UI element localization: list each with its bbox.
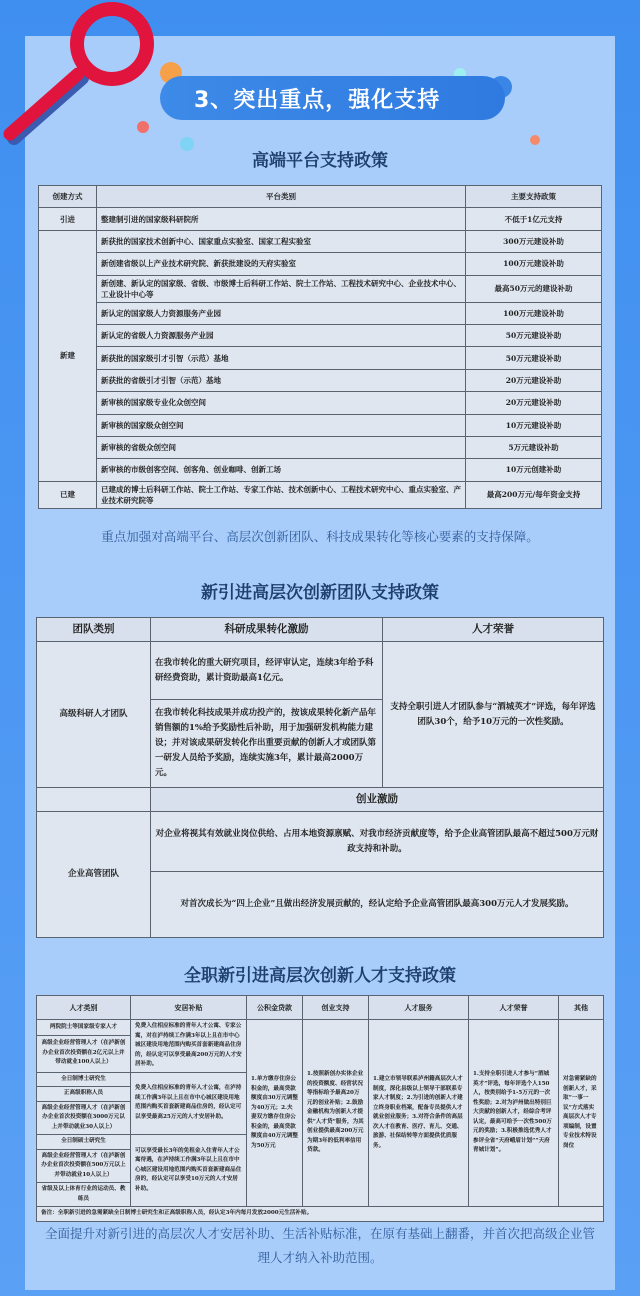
- platform-cell: 整建制引进的国家级科研院所: [97, 208, 466, 230]
- category-cell: 全日制硕士研究生: [37, 1135, 131, 1150]
- policy-cell: 10万元建设补助: [466, 414, 602, 436]
- table-row: [39, 369, 602, 391]
- table-row: [39, 392, 602, 414]
- platform-cell: 新审核的国家级专业化众创空间: [97, 392, 466, 414]
- header-cell: 创业支持: [303, 996, 369, 1020]
- platform-cell: 新认定的省级人力资源服务产业园: [97, 324, 466, 346]
- header-cell: 人才荣誉: [383, 618, 604, 642]
- table-row: [37, 1020, 604, 1036]
- header-cell: 安居补贴: [131, 996, 247, 1020]
- decor-dot: [137, 121, 149, 133]
- incentive-cell: 对首次成长为“四上企业”且做出经济发展贡献的，经认定给予企业高管团队最高300万元人才发展奖励。: [151, 872, 604, 938]
- platform-cell: 新创建省级以上产业技术研究院、新获批建设的天府实验室: [97, 253, 466, 275]
- type-cell: 引进: [39, 208, 97, 230]
- policy-cell: 20万元建设补助: [466, 392, 602, 414]
- header-cell: 平台类别: [97, 186, 466, 208]
- policy-cell: 50万元建设补助: [466, 324, 602, 346]
- table-row: [39, 324, 602, 346]
- incentive-cell: 在我市转化科技成果并成功投产的，按该成果转化新产品年销售额的1%给予奖励性后补助，用于加强研发机构能力建设；并对该成果研发转化作出重要贡献的创新人才或团队第一研发人员给予奖励，连续实施3年，累计最高2000万元。: [151, 700, 383, 788]
- header-cell: 人才荣誉: [469, 996, 559, 1020]
- section-title: 全职新引进高层次创新人才支持政策: [184, 966, 456, 986]
- policy-cell: 300万元建设补助: [466, 230, 602, 252]
- section-banner: 3、突出重点，强化支持: [160, 76, 505, 120]
- category-cell: 高级企业经营管理人才（在泸新创办企业首次投资额在500万元以上并带动就业10人以上）: [37, 1149, 131, 1183]
- caption: 重点加强对高端平台、高层次创新团队、科技成果转化等核心要素的支持保障。: [101, 529, 539, 544]
- caption: 全面提升对新引进的高层次人才安居补助、生活补贴标准，在原有基础上翻番，并首次把高级企业管理人才纳入补助范围。: [44, 1226, 595, 1265]
- policy-cell: 5万元建设补助: [466, 436, 602, 458]
- table-row: [39, 347, 602, 369]
- platform-cell: 新认定的国家级人力资源服务产业园: [97, 302, 466, 324]
- header-cell: 主要支持政策: [466, 186, 602, 208]
- category-cell: 正高级职称人员: [37, 1087, 131, 1102]
- fund-cell: 1.单方缴存住房公积金的，最高贷款额度由30万元调整为40万元；2.夫妻双方缴存住房公积金的，最高贷款额度由40万元调整为50万元: [247, 1020, 303, 1207]
- policy-cell: 20万元建设补助: [466, 369, 602, 391]
- table-row: [39, 302, 602, 324]
- category-cell: 省级及以上体育行业的运动员、教练员: [37, 1183, 131, 1207]
- header-cell: 公积金贷款: [247, 996, 303, 1020]
- team-label: 高级科研人才团队: [37, 642, 151, 788]
- startup-header: 创业激励: [151, 788, 604, 812]
- incentive-cell: 在我市转化的重大研究项目，经评审认定，连续3年给予科研经费资助，累计资助最高1亿元。: [151, 642, 383, 700]
- platform-cell: 新审核的省级众创空间: [97, 436, 466, 458]
- table-row: [39, 436, 602, 458]
- table-row: [39, 275, 602, 302]
- category-cell: 高级企业经营管理人才（在泸新创办企业首次投资额在2亿元以上并带动就业100人以上）: [37, 1035, 131, 1072]
- team-label: 企业高管团队: [37, 812, 151, 938]
- table-row: [39, 459, 602, 481]
- table-row: [39, 414, 602, 436]
- platform-policy-table: [38, 185, 602, 509]
- housing-cell: 可以享受最长3年的免租金入住青年人才公寓待遇，在泸持续工作满3年以上且在市中心城区建设用地范围内购买首套新建商品住房的，经认定可以享受10万元的人才安居补助。: [131, 1135, 247, 1207]
- header-cell: 科研成果转化激励: [151, 618, 383, 642]
- header-cell: 人才服务: [369, 996, 469, 1020]
- platform-cell: 新审核的国家级众创空间: [97, 414, 466, 436]
- section-title: 新引进高层次创新团队支持政策: [201, 583, 439, 603]
- type-cell: 已建: [39, 481, 97, 508]
- category-cell: 全日制博士研究生: [37, 1072, 131, 1087]
- category-cell: 两院院士等国家级专家人才: [37, 1020, 131, 1036]
- section-title: 高端平台支持政策: [252, 151, 388, 171]
- honor-cell: 支持全职引进人才团队参与“酒城英才”评选，每年评选团队30个，给予10万元的一次性奖励。: [383, 642, 604, 788]
- type-cell: 新建: [39, 230, 97, 481]
- housing-cell: 免费入住相应标准的青年人才公寓，在泸持续工作满3年以上且在市中心城区建设用地范围内购买首套新建商品住房的，经认定可以享受最高25万元的人才安居补助。: [131, 1072, 247, 1135]
- policy-cell: 10万元创建补助: [466, 459, 602, 481]
- platform-cell: 新创建、新认定的国家级、省级、市级博士后科研工作站、院士工作站、工程技术研究中心、企业技术中心、工业设计中心等: [97, 275, 466, 302]
- table-row: [39, 481, 602, 508]
- honor-cell: 1.支持全职引进人才参与“酒城英才”评选，每年评选个人150人，按类别给予1-5万元的一次性奖励；2.对为泸州做出特别巨大贡献的创新人才，经综合考评认定，最高可给予一次性500万元的奖励；3.积极推选优秀人才参评全省“天府峨眉计划”“天府青城计划”。: [469, 1020, 559, 1207]
- table-row: [39, 230, 602, 252]
- platform-cell: 已建成的博士后科研工作站、院士工作站、专家工作站、技术创新中心、工程技术研究中心、重点实验室、产业技术研究院等: [97, 481, 466, 508]
- startup-cell: 1.按照新创办实体企业的投资额度、经营状况等指标给予最高20万元的创业补贴；2.鼓励金融机构为创新人才提供“人才贷”服务，为其创业提供最高200万元为期3年的低利率信用贷款。: [303, 1020, 369, 1207]
- magnifier-icon: [0, 0, 160, 150]
- policy-cell: 不低于1亿元支持: [466, 208, 602, 230]
- platform-cell: 新获批的国家技术创新中心、国家重点实验室、国家工程实验室: [97, 230, 466, 252]
- service-cell: 1.建立市领导联系泸州籍高层次人才制度，深化县级以上领导干部联系专家人才制度；2.为引进的创新人才建立终身职业档案，配备专员提供人才就业创业服务；3.对符合条件的高层次人才在教育、医疗、育儿、交通、旅游、社保结转等方面提供优质服务。: [369, 1020, 469, 1207]
- header-cell: 团队类别: [37, 618, 151, 642]
- team-policy-table: [36, 617, 604, 938]
- platform-cell: 新获批的国家级引才引智（示范）基地: [97, 347, 466, 369]
- policy-cell: 最高200万元/每年资金支持: [466, 481, 602, 508]
- talent-policy-table: [36, 995, 604, 1222]
- policy-cell: 最高50万元的建设补助: [466, 275, 602, 302]
- table-note: 备注：全职新引进的急需紧缺全日制博士研究生和正高级职称人员，经认定3年内每月发放2000元生活补贴。: [37, 1207, 604, 1222]
- policy-cell: 50万元建设补助: [466, 347, 602, 369]
- other-cell: 对急需紧缺的创新人才，采取“一事一议”方式落实高层次人才专项编制，设置专业技术特设岗位: [559, 1020, 604, 1207]
- policy-cell: 100万元建设补助: [466, 302, 602, 324]
- housing-cell: 免费入住相应标准的青年人才公寓、专家公寓，对在泸持续工作满3年以上且在市中心城区建设用地范围内购买首套新建商品住房的，经认定可以享受最高200万元的人才安居补助。: [131, 1020, 247, 1073]
- decor-dot: [530, 135, 540, 145]
- header-cell: 创建方式: [39, 186, 97, 208]
- category-cell: 高级企业经营管理人才（在泸新创办企业首次投资额在3000万元以上并带动就业30人以上）: [37, 1101, 131, 1135]
- header-cell: 其他: [559, 996, 604, 1020]
- incentive-cell: 对企业将视其有效就业岗位供给、占用本地资源禀赋、对我市经济贡献度等，给予企业高管团队最高不超过500万元财政支持和补助。: [151, 812, 604, 872]
- header-cell: 人才类别: [37, 996, 131, 1020]
- platform-cell: 新审核的市级创客空间、创客角、创业咖啡、创新工场: [97, 459, 466, 481]
- policy-cell: 100万元建设补助: [466, 253, 602, 275]
- platform-cell: 新获批的省级引才引智（示范）基地: [97, 369, 466, 391]
- table-row: [39, 253, 602, 275]
- table-row: [39, 208, 602, 230]
